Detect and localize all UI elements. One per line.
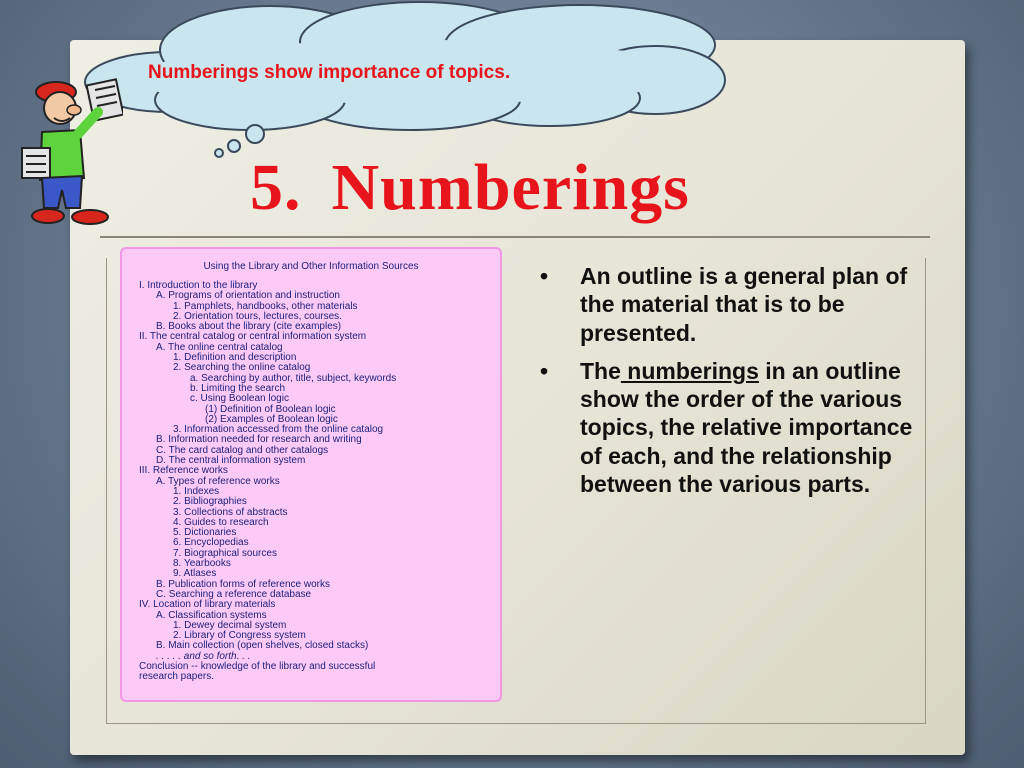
outline-line: a. Searching by author, title, subject, keywords: [190, 372, 397, 384]
outline-line: I. Introduction to the library: [139, 280, 258, 291]
outline-line: 8. Yearbooks: [173, 558, 231, 570]
outline-line: A. Classification systems: [156, 609, 267, 621]
outline-line: 2. Library of Congress system: [173, 630, 306, 642]
bullet-text-pre: The: [580, 357, 621, 384]
outline-line: B. Information needed for research and writing: [156, 434, 362, 446]
frame-bottom-line: [106, 723, 926, 724]
outline-line: 2. Searching the online catalog: [173, 362, 311, 374]
outline-line: b. Limiting the search: [190, 382, 286, 394]
bullet-item: [538, 262, 918, 347]
outline-line: C. The card catalog and other catalogs: [156, 444, 329, 456]
bullet-text: An outline is a general plan of the material that is to be presented.: [580, 263, 908, 346]
frame-left-line: [106, 258, 107, 723]
title-number: 5.: [250, 151, 302, 224]
outline-line: research papers.: [139, 671, 215, 683]
outline-line: 1. Definition and description: [173, 352, 297, 364]
outline-line: 3. Information accessed from the online catalog: [173, 424, 384, 436]
outline-line: C. Searching a reference database: [156, 588, 312, 600]
bullet-dot-icon: •: [540, 263, 549, 289]
outline-line: (2) Examples of Boolean logic: [205, 413, 338, 425]
outline-line: 7. Biographical sources: [173, 547, 277, 559]
outline-line: B. Main collection (open shelves, closed stacks): [156, 640, 369, 652]
outline-line: 2. Orientation tours, lectures, courses.: [173, 310, 342, 322]
outline-line: IV. Location of library materials: [139, 599, 276, 611]
bullet-list: [538, 262, 918, 508]
outline-line: 1. Dewey decimal system: [173, 619, 287, 631]
thought-bubble-text: Numberings show importance of topics.: [148, 62, 511, 83]
outline-line: 4. Guides to research: [173, 516, 269, 528]
bullet-item: [538, 357, 918, 498]
bullet-dot-icon: •: [540, 357, 549, 384]
underlined-term: numberings: [620, 357, 759, 384]
outline-line: Conclusion -- knowledge of the library and successful: [139, 660, 376, 672]
outline-line: B. Books about the library (cite examples): [156, 321, 342, 333]
title-divider: [100, 236, 930, 238]
outline-title: Using the Library and Other Information Sources: [203, 261, 419, 272]
outline-line: c. Using Boolean logic: [190, 393, 289, 405]
outline-lines: [139, 281, 499, 683]
outline-line: II. The central catalog or central information system: [139, 331, 367, 343]
outline-line: (1) Definition of Boolean logic: [205, 403, 336, 415]
outline-line: A. Types of reference works: [156, 475, 280, 487]
newspaper-boy-icon: [18, 60, 123, 235]
title-text: Numberings: [331, 151, 690, 224]
frame-right-line: [925, 258, 926, 723]
outline-line: A. Programs of orientation and instruction: [156, 290, 340, 302]
outline-line: 1. Pamphlets, handbooks, other materials: [173, 300, 358, 312]
outline-line: 6. Encyclopedias: [173, 537, 249, 549]
outline-line: 9. Atlases: [173, 568, 217, 580]
thought-cloud-icon: [80, 0, 730, 170]
outline-line: D. The central information system: [156, 455, 306, 467]
outline-line: B. Publication forms of reference works: [156, 578, 330, 590]
outline-line: 3. Collections of abstracts: [173, 506, 288, 518]
outline-line: III. Reference works: [139, 465, 228, 477]
outline-line: A. The online central catalog: [156, 341, 283, 353]
outline-example-box: [120, 247, 502, 702]
bullet-text-post: in an outline show the order of the various topics, the relative importance of each, and the relationship between the various parts.: [580, 357, 913, 498]
outline-line: 2. Bibliographies: [173, 496, 247, 508]
outline-line: 1. Indexes: [173, 485, 220, 497]
slide-title: [250, 150, 690, 226]
outline-line: . . . . . and so forth. . .: [156, 650, 251, 662]
outline-line: 5. Dictionaries: [173, 527, 237, 539]
